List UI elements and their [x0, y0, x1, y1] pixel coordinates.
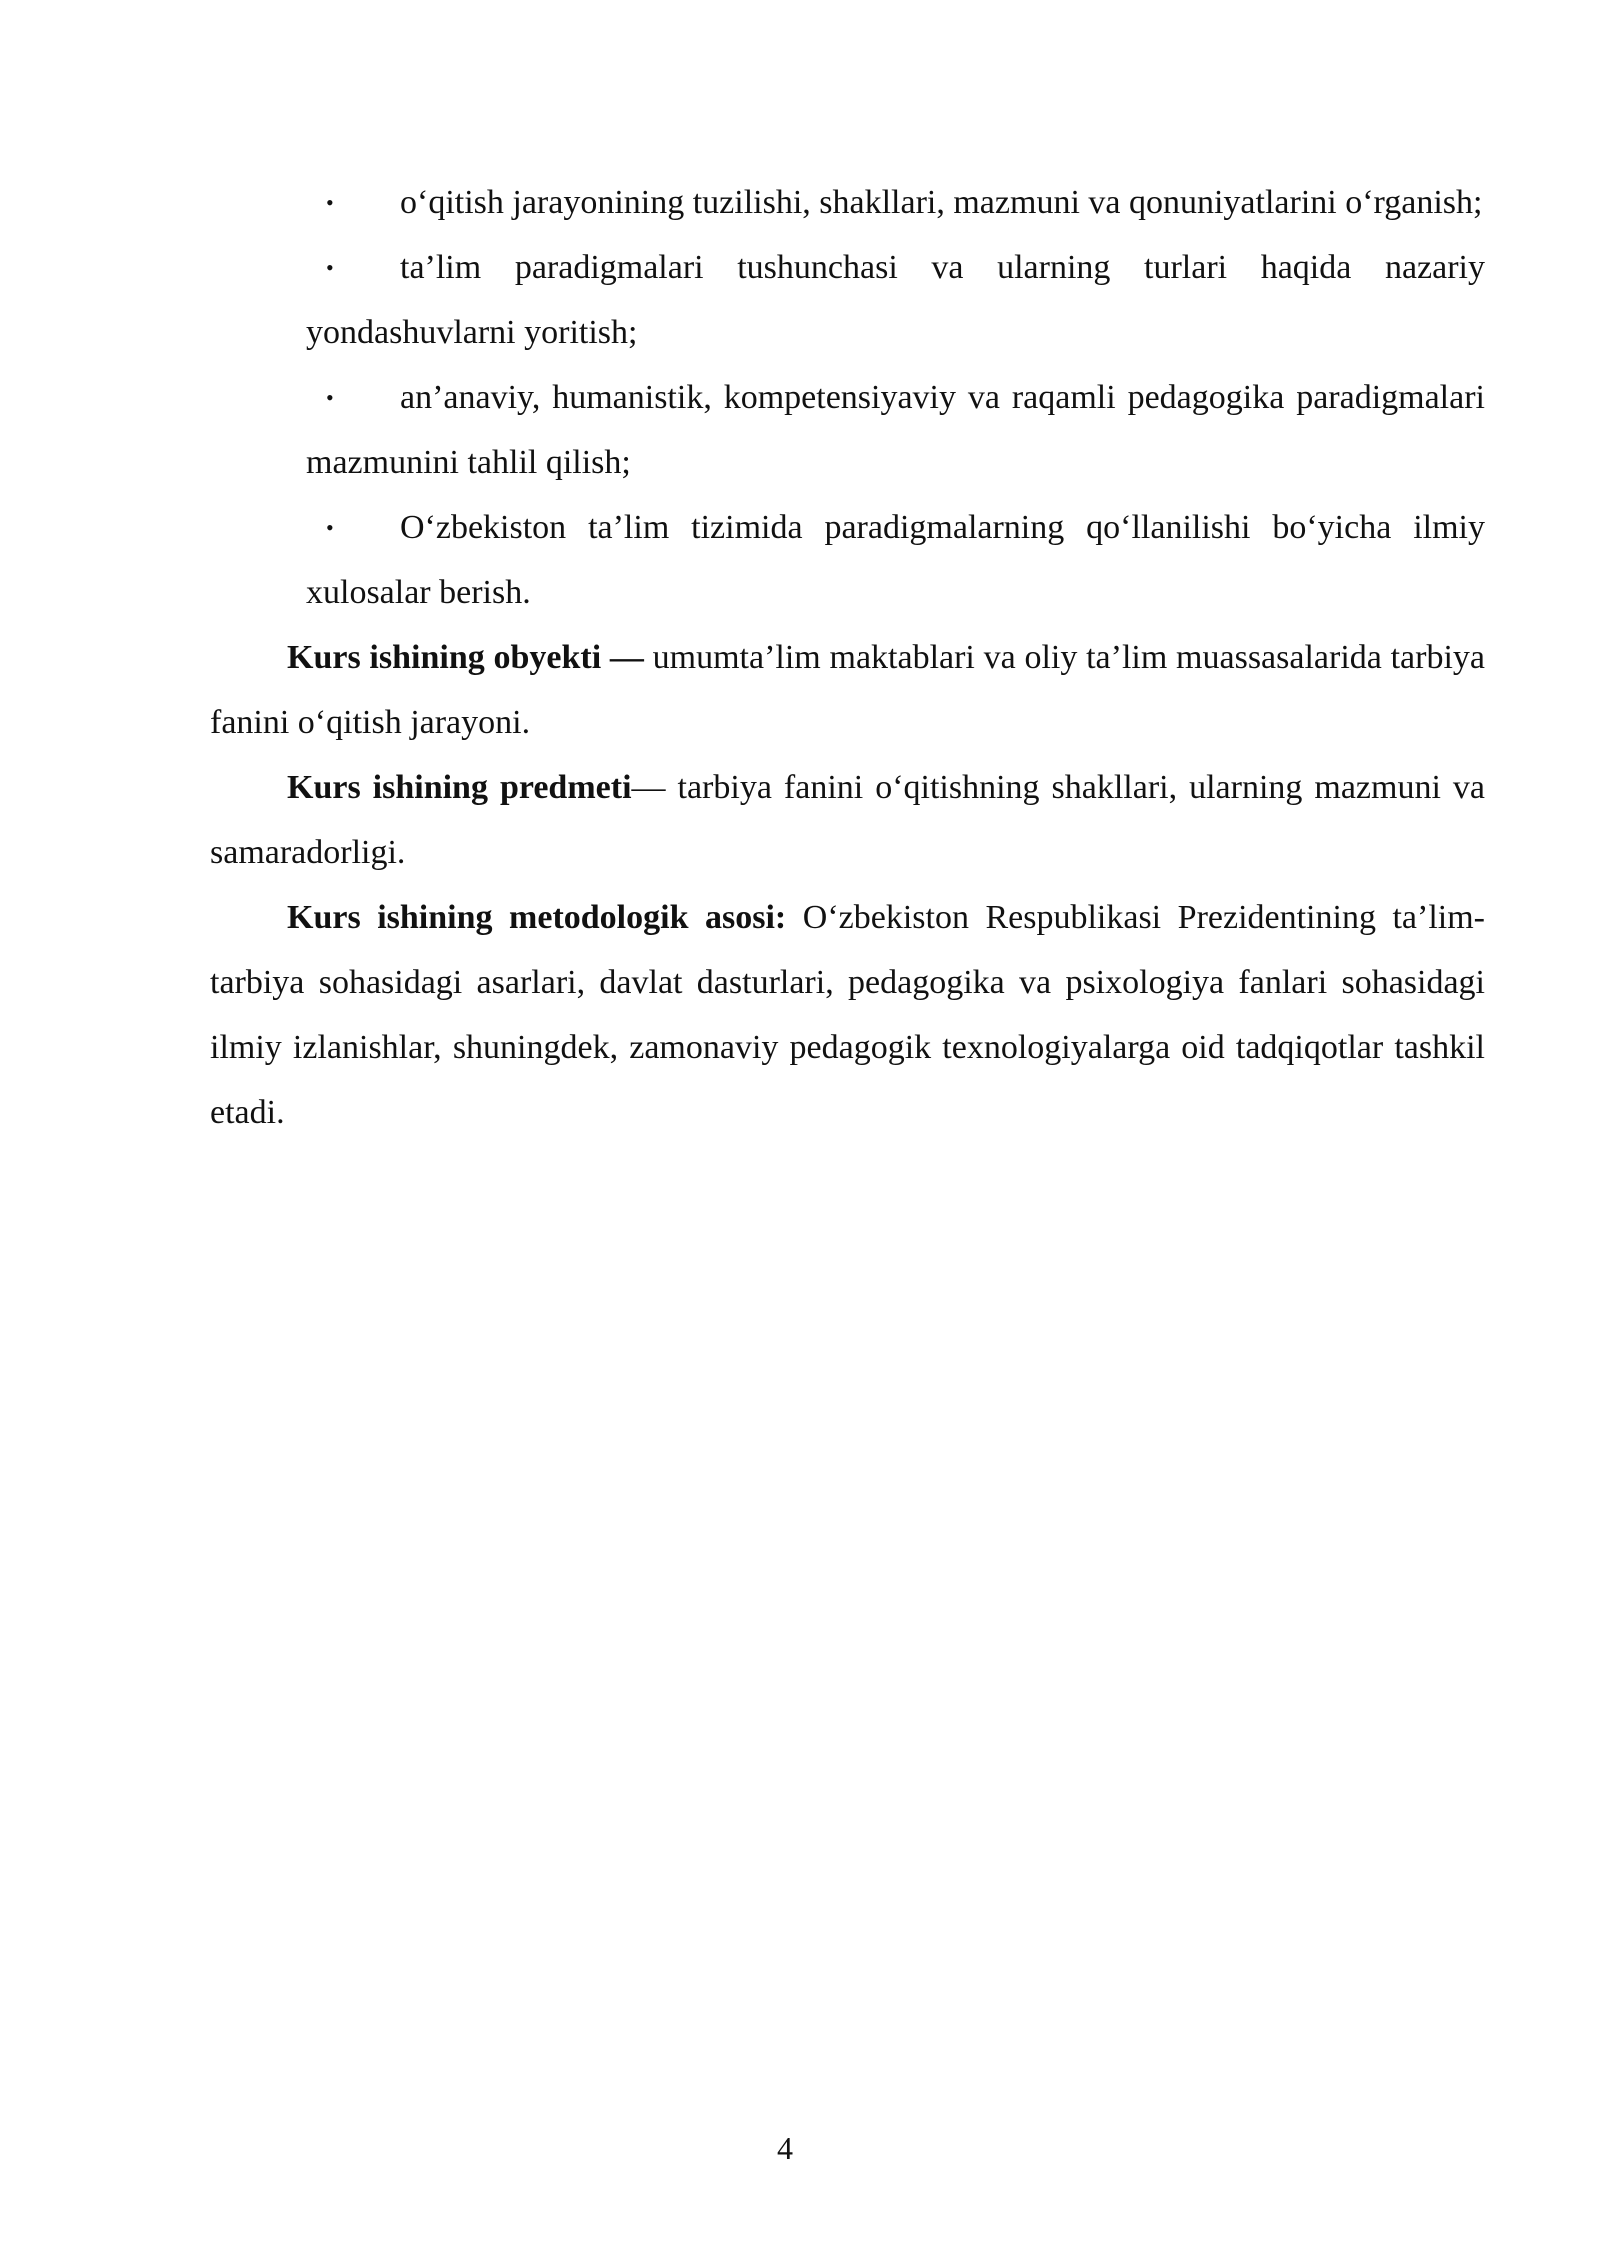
page-number: 4 [777, 2130, 793, 2166]
paragraph-subject [210, 755, 1485, 885]
list-item-text: o‘qitish jarayonining tuzilishi, shakllari, mazmuni va qonuniyatlarini o‘rganish; [400, 184, 1483, 221]
bullet-icon: • [326, 255, 334, 280]
list-item [306, 235, 1485, 365]
list-item-text: ta’lim paradigmalari tushunchasi va ularning turlari haqida nazariy yondashuvlarni yoritish; [306, 249, 1485, 351]
bullet-icon: • [326, 515, 334, 540]
list-item-text: O‘zbekiston ta’lim tizimida paradigmalarning qo‘llanilishi bo‘yicha ilmiy xulosalar berish. [306, 509, 1485, 611]
list-item [306, 495, 1485, 625]
bullet-icon: • [326, 385, 334, 410]
paragraph-text: O‘zbekiston Respublikasi Prezidentining ta’lim-tarbiya sohasidagi asarlari, davlat dasturlari, pedagogika va psixologiya fanlari sohasidagi ilmiy izlanishlar, shuningdek, zamonaviy pedagogik texnologiyalarga oid tadqiqotlar tashkil etadi. [210, 899, 1485, 1131]
page-content [210, 170, 1485, 1145]
list-item-text: an’anaviy, humanistik, kompetensiyaviy va raqamli pedagogika paradigmalari mazmunini tahlil qilish; [306, 379, 1485, 481]
list-item [306, 170, 1485, 235]
bullet-icon: • [326, 190, 334, 215]
paragraph-methodology [210, 885, 1485, 1145]
paragraph-heading: Kurs ishining predmeti [287, 769, 632, 806]
paragraph-text: umumta’lim maktablari va oliy ta’lim muassasalarida tarbiya fanini o‘qitish jarayoni. [210, 639, 1486, 741]
paragraph-object [210, 625, 1485, 755]
objectives-list [210, 170, 1485, 625]
paragraph-text: — tarbiya fanini o‘qitishning shakllari, ularning mazmuni va samaradorligi. [210, 769, 1485, 871]
paragraph-heading: Kurs ishining metodologik asosi: [287, 899, 787, 936]
list-item [306, 365, 1485, 495]
paragraph-heading: Kurs ishining obyekti — [287, 639, 644, 676]
